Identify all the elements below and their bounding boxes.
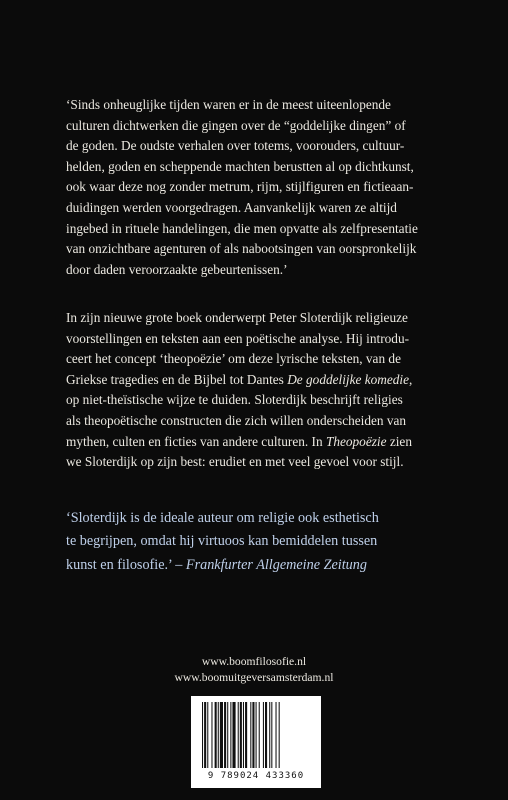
review-text: kunst en filosofie.’ – xyxy=(66,556,186,573)
intro-quote-line: helden, goden en scheppende machten berustten al op dichtkunst, xyxy=(66,158,414,174)
description-line xyxy=(66,370,471,391)
barcode-bar xyxy=(202,702,203,768)
description-line: als theopoëtische constructen die zich willen onderscheiden van xyxy=(66,412,407,428)
book-title-reference: De goddelijke komedie xyxy=(287,371,410,387)
isbn-number: 9 789024 433360 xyxy=(207,771,305,781)
intro-quote-line: duidingen werden voorgedragen. Aanvankelijk waren ze altijd xyxy=(66,199,397,215)
description-line: op niet-theïstische wijze te duiden. Sloterdijk beschrijft religies xyxy=(66,392,403,408)
description-line: In zijn nieuwe grote boek onderwerpt Peter Sloterdijk religieuze xyxy=(66,310,408,325)
barcode-bar xyxy=(215,702,217,768)
barcode-bar xyxy=(230,702,231,768)
intro-quote xyxy=(66,95,471,280)
barcode-bar xyxy=(252,702,254,768)
intro-quote-line: van onzichtbare agenturen of als nabootsingen van oorspronkelijk xyxy=(66,241,417,257)
intro-quote-line: culturen dichtwerken die gingen over de “goddelijke dingen” of xyxy=(66,117,406,133)
barcode-bar xyxy=(220,702,223,768)
review-quote xyxy=(66,507,471,577)
review-line: te begrijpen, omdat hij virtuoos kan bemiddelen tussen xyxy=(66,533,378,550)
barcode-bar xyxy=(243,702,244,768)
review-source: Frankfurter Allgemeine Zeitung xyxy=(185,556,367,573)
description-text: zien xyxy=(386,433,412,449)
description-line: ceert het concept ‘theopoëzie’ om deze lyrische teksten, van de xyxy=(66,351,401,367)
barcode-bar xyxy=(232,702,235,768)
barcode-bar xyxy=(211,702,212,768)
barcode-bar xyxy=(204,702,206,768)
barcode-bar xyxy=(238,702,239,768)
barcode-bar xyxy=(218,702,219,768)
barcode-bar xyxy=(227,702,228,768)
barcode-bar xyxy=(279,702,280,768)
intro-quote-line: ingebed in rituele handelingen, die men opvatte als zelfpresentatie xyxy=(66,220,418,236)
description-line xyxy=(66,432,471,453)
intro-quote-line: ook waar deze nog zonder metrum, rijm, stijlfiguren en fictieaan- xyxy=(66,179,414,195)
barcode-bar xyxy=(256,702,257,768)
description-text: mythen, culten en ficties van andere culturen. In xyxy=(66,433,326,449)
intro-quote-line: ‘Sinds onheuglijke tijden waren er in de meest uiteenlopende xyxy=(66,97,391,112)
barcode-bar xyxy=(240,702,242,768)
description-line: we Sloterdijk op zijn best: erudiet en met veel gevoel voor stijl. xyxy=(66,454,404,470)
barcode-bar xyxy=(265,702,267,768)
barcode-bar xyxy=(276,702,277,768)
barcode-bar xyxy=(271,702,272,768)
barcode-bar xyxy=(263,702,264,768)
barcode-bar xyxy=(250,702,251,768)
barcode-bar xyxy=(207,702,208,768)
website-link[interactable]: www.boomfilosofie.nl xyxy=(201,655,307,668)
book-title: Theopoëzie xyxy=(325,433,387,449)
website-link[interactable]: www.boomuitgeversamsterdam.nl xyxy=(174,670,334,684)
book-description xyxy=(66,308,471,473)
description-line: voorstellingen en teksten aan een poëtische analyse. Hij introdu- xyxy=(66,330,410,346)
barcode-bar xyxy=(269,702,270,768)
intro-quote-line: door daden veroorzaakte gebeurtenissen.’ xyxy=(66,261,288,277)
review-line xyxy=(66,554,471,577)
barcode-bar xyxy=(245,702,247,768)
publisher-websites xyxy=(0,654,508,685)
review-line: ‘Sloterdijk is de ideale auteur om religie ook esthetisch xyxy=(66,510,379,526)
barcode-bar xyxy=(224,702,226,768)
barcode-bars xyxy=(202,702,310,768)
intro-quote-line: de goden. De oudste verhalen over totems, voorouders, cultuur- xyxy=(66,138,405,154)
barcode-bar xyxy=(259,702,260,768)
description-text: , xyxy=(409,371,413,387)
isbn-barcode xyxy=(191,696,321,788)
description-text: Griekse tragedies en de Bijbel tot Dantes xyxy=(66,371,288,387)
